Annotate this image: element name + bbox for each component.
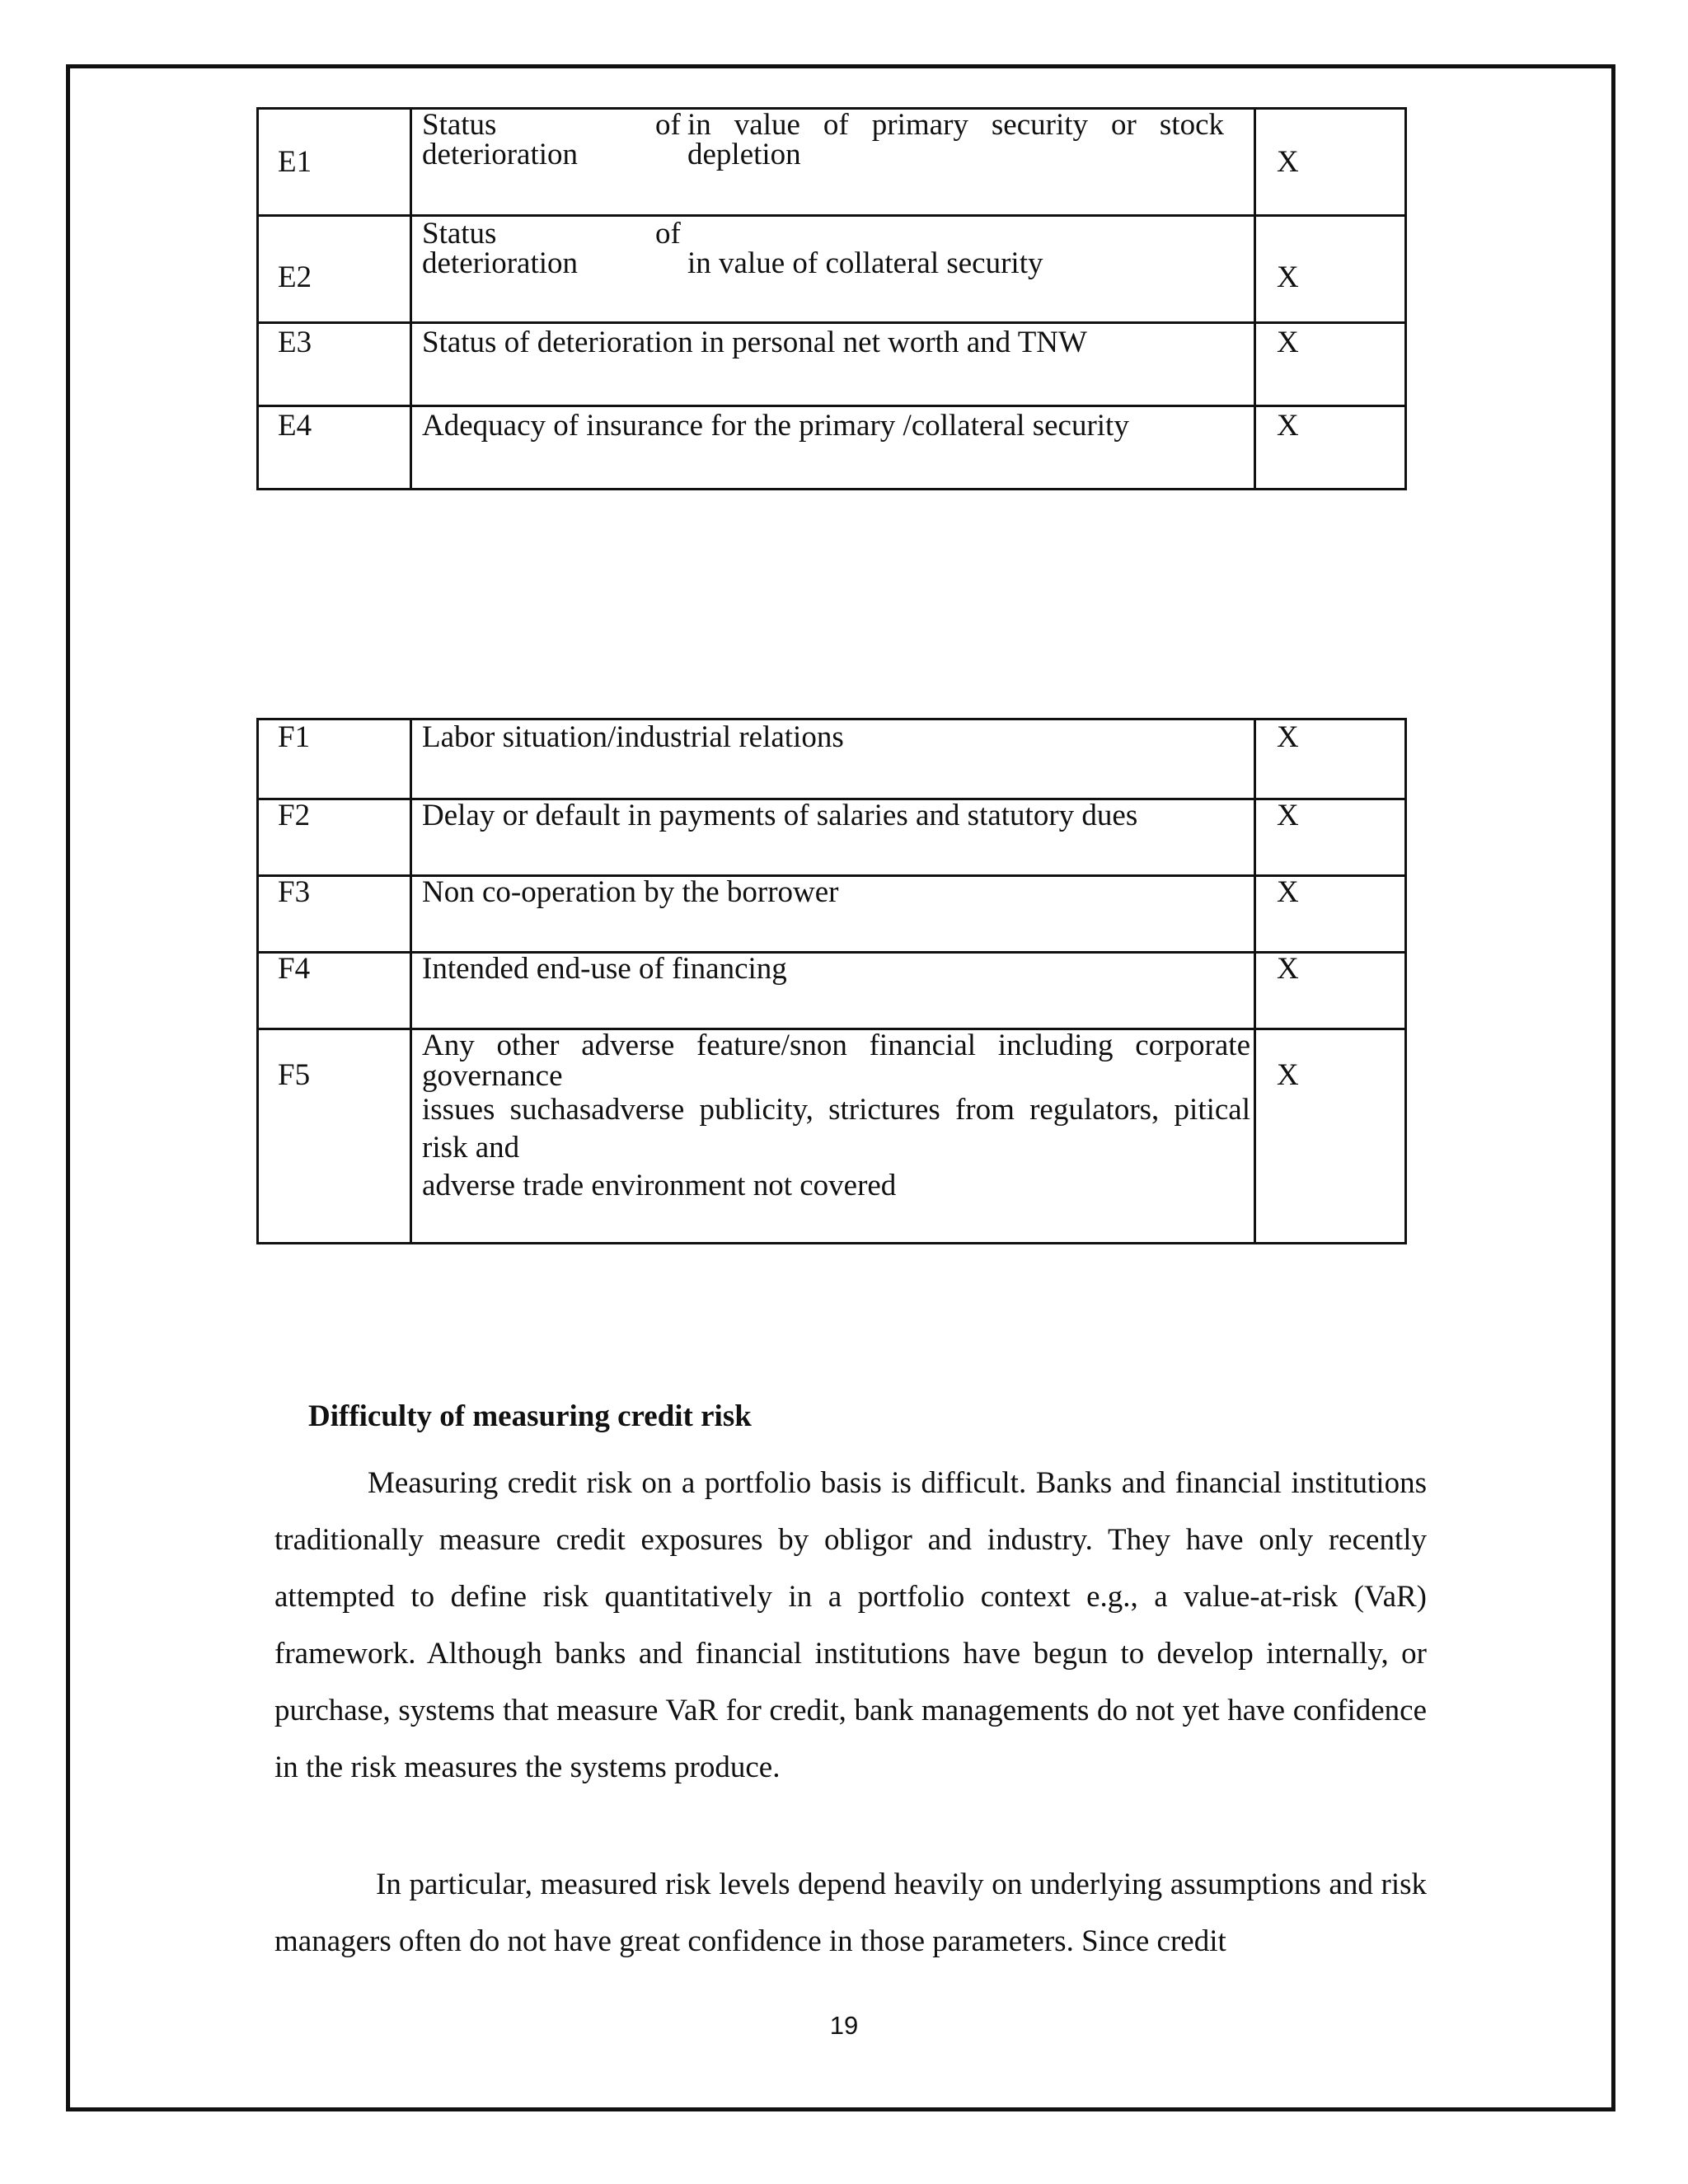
row-mark: X [1255, 799, 1406, 876]
row-code: E4 [258, 406, 411, 490]
section-heading: Difficulty of measuring credit risk [308, 1399, 752, 1433]
row-description: Delay or default in payments of salaries and statutory dues [411, 799, 1255, 876]
row-code: F5 [258, 1029, 411, 1244]
row-mark: X [1255, 1029, 1406, 1244]
row-mark: X [1255, 876, 1406, 953]
row-description [411, 1029, 1255, 1244]
row-mark: X [1255, 953, 1406, 1029]
table-row [258, 799, 1406, 876]
row-mark: X [1255, 719, 1406, 799]
table-row [258, 953, 1406, 1029]
desc-fragment: of [655, 217, 681, 251]
page-number: 19 [829, 2011, 859, 2040]
desc-fragment: depletion [687, 138, 801, 171]
row-description: Intended end-use of financing [411, 953, 1255, 1029]
desc-line: issues suchasadverse publicity, strictures from regulators, pitical [422, 1093, 1250, 1127]
table-f [256, 718, 1407, 1244]
row-description: Labor situation/industrial relations [411, 719, 1255, 799]
desc-fragment: of [655, 108, 681, 142]
paragraph-1: Measuring credit risk on a portfolio basis is difficult. Banks and financial institutions traditionally measure credit exposures by obligor and industry. They have only recently attempted to define risk quantitatively in a portfolio context e.g., a value-at-risk (VaR) framework. Although banks and financial institutions have begun to develop internally, or purchase, systems that measure VaR for credit, bank managements do not yet have confidence in the risk measures the systems produce. [274, 1466, 1427, 1784]
paragraph-2: In particular, measured risk levels depend heavily on underlying assumptions and risk managers often do not have great confidence in those parameters. Since credit [274, 1868, 1427, 1958]
row-code: F2 [258, 799, 411, 876]
row-mark: X [1255, 323, 1406, 406]
row-mark: X [1255, 109, 1406, 216]
desc-line: governance [422, 1059, 563, 1093]
desc-fragment: Status [422, 217, 497, 251]
desc-fragment: in value of collateral security [687, 246, 1043, 280]
desc-line: Any other adverse feature/snon financial including corporate [422, 1029, 1250, 1062]
row-code: F4 [258, 953, 411, 1029]
row-mark: X [1255, 406, 1406, 490]
table-row [258, 876, 1406, 953]
row-code: F3 [258, 876, 411, 953]
desc-line: risk and [422, 1131, 520, 1165]
table-e [256, 107, 1407, 490]
desc-fragment: deterioration [422, 246, 579, 280]
row-description: Non co-operation by the borrower [411, 876, 1255, 953]
row-mark: X [1255, 216, 1406, 323]
row-code: E3 [258, 323, 411, 406]
desc-fragment: deterioration [422, 138, 579, 171]
table-row [258, 323, 1406, 406]
row-code: F1 [258, 719, 411, 799]
row-description [411, 109, 1255, 216]
row-code: E2 [258, 216, 411, 323]
row-description [411, 216, 1255, 323]
table-row [258, 406, 1406, 490]
desc-fragment: Status [422, 108, 497, 142]
table-row [258, 719, 1406, 799]
desc-line: adverse trade environment not covered [422, 1169, 897, 1202]
row-code: E1 [258, 109, 411, 216]
table-row [258, 1029, 1406, 1244]
table-row [258, 216, 1406, 323]
row-description: Adequacy of insurance for the primary /collateral security [411, 406, 1255, 490]
table-row [258, 109, 1406, 216]
row-description: Status of deterioration in personal net worth and TNW [411, 323, 1255, 406]
desc-fragment: in value of primary security or stock [687, 108, 1224, 142]
